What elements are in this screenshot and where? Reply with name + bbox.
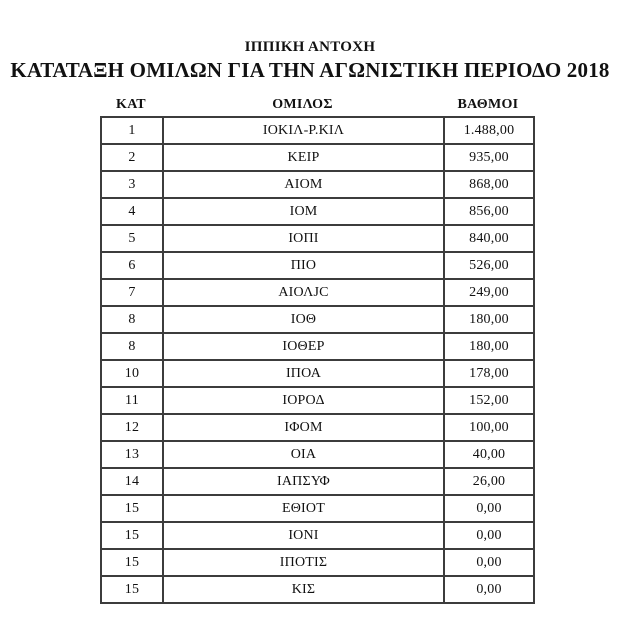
table-row (101, 549, 534, 576)
ranking-table (100, 116, 535, 604)
rank-cell: 8 (101, 306, 163, 333)
rank-cell: 15 (101, 495, 163, 522)
points-cell: 26,00 (444, 468, 534, 495)
points-cell: 100,00 (444, 414, 534, 441)
rank-cell: 3 (101, 171, 163, 198)
ranking-table-area (100, 97, 533, 604)
table-row (101, 117, 534, 144)
rank-cell: 11 (101, 387, 163, 414)
rank-cell: 6 (101, 252, 163, 279)
table-row (101, 360, 534, 387)
rank-cell: 15 (101, 549, 163, 576)
document-subtitle: ΙΠΠΙΚΗ ΑΝΤΟΧΗ (244, 39, 376, 55)
points-cell: 180,00 (444, 333, 534, 360)
points-cell: 249,00 (444, 279, 534, 306)
club-cell: ΙΟΜ (163, 198, 444, 225)
points-cell: 868,00 (444, 171, 534, 198)
rank-cell: 14 (101, 468, 163, 495)
rank-cell: 15 (101, 576, 163, 603)
points-cell: 840,00 (444, 225, 534, 252)
rank-cell: 13 (101, 441, 163, 468)
club-cell: ΙΠΟΤΙΣ (163, 549, 444, 576)
document-title: ΚΑΤΑΤΑΞΗ ΟΜΙΛΩΝ ΓΙΑ ΤΗΝ ΑΓΩΝΙΣΤΙΚΗ ΠΕΡΙΟΔΟ 2018 (10, 58, 610, 82)
column-header-club: ΟΜΙΛΟΣ (272, 97, 333, 113)
club-cell: ΙΟΡΟΔ (163, 387, 444, 414)
club-cell: ΙΟΘ (163, 306, 444, 333)
table-row (101, 468, 534, 495)
points-cell: 0,00 (444, 549, 534, 576)
column-header-row (100, 97, 533, 113)
rank-cell: 2 (101, 144, 163, 171)
table-row (101, 225, 534, 252)
column-header-points: ΒΑΘΜΟΙ (457, 97, 519, 113)
table-row (101, 441, 534, 468)
points-cell: 935,00 (444, 144, 534, 171)
points-cell: 178,00 (444, 360, 534, 387)
rank-cell: 5 (101, 225, 163, 252)
club-cell: ΑΙΟΜ (163, 171, 444, 198)
table-row (101, 171, 534, 198)
club-cell: ΚΕΙΡ (163, 144, 444, 171)
table-row (101, 387, 534, 414)
table-row (101, 306, 534, 333)
rank-cell: 7 (101, 279, 163, 306)
table-row (101, 495, 534, 522)
points-cell: 1.488,00 (444, 117, 534, 144)
points-cell: 152,00 (444, 387, 534, 414)
table-row (101, 252, 534, 279)
club-cell: ΙΑΠΣΥΦ (163, 468, 444, 495)
table-row (101, 414, 534, 441)
club-cell: ΙΟΝΙ (163, 522, 444, 549)
rank-cell: 1 (101, 117, 163, 144)
rank-cell: 12 (101, 414, 163, 441)
club-cell: ΑΙΟΛJC (163, 279, 444, 306)
club-cell: ΙΦΟΜ (163, 414, 444, 441)
club-cell: ΕΘΙΟΤ (163, 495, 444, 522)
club-cell: ΙΟΚΙΛ-Ρ.ΚΙΛ (163, 117, 444, 144)
rank-cell: 4 (101, 198, 163, 225)
club-cell: ΙΟΘΕΡ (163, 333, 444, 360)
club-cell: ΙΟΠΙ (163, 225, 444, 252)
table-row (101, 333, 534, 360)
table-row (101, 144, 534, 171)
table-row (101, 576, 534, 603)
points-cell: 0,00 (444, 522, 534, 549)
club-cell: ΠΙΟ (163, 252, 444, 279)
rank-cell: 8 (101, 333, 163, 360)
rank-cell: 10 (101, 360, 163, 387)
column-header-rank: ΚΑΤ (116, 97, 146, 113)
points-cell: 526,00 (444, 252, 534, 279)
table-row (101, 198, 534, 225)
club-cell: ΟΙΑ (163, 441, 444, 468)
rank-cell: 15 (101, 522, 163, 549)
points-cell: 40,00 (444, 441, 534, 468)
table-row (101, 522, 534, 549)
points-cell: 180,00 (444, 306, 534, 333)
points-cell: 0,00 (444, 495, 534, 522)
club-cell: ΙΠΟΑ (163, 360, 444, 387)
points-cell: 856,00 (444, 198, 534, 225)
ranking-table-body (101, 117, 534, 603)
table-row (101, 279, 534, 306)
club-cell: ΚΙΣ (163, 576, 444, 603)
points-cell: 0,00 (444, 576, 534, 603)
